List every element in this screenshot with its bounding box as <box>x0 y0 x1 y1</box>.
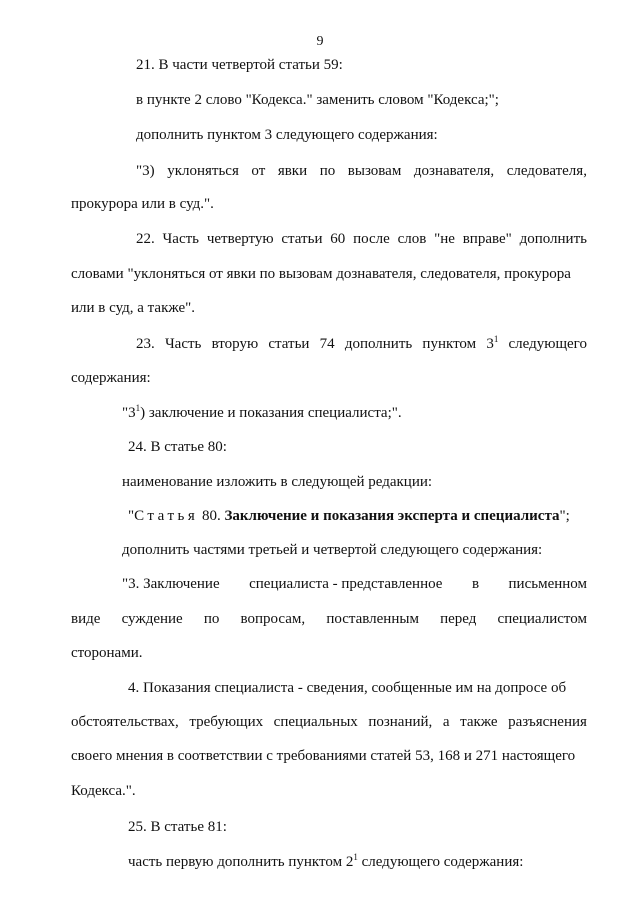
word: по <box>203 611 220 627</box>
word: статьи <box>268 336 310 352</box>
section-24-item-2: дополнить частями третьей и четвертой следующего содержания: <box>122 542 543 558</box>
part-4-line-4: Кодекса.". <box>71 783 136 799</box>
part-3-line-2 <box>71 610 587 628</box>
section-23-line-2: содержания: <box>71 370 151 386</box>
article-title-bold: Заключение и показания эксперта и специалиста <box>224 508 560 524</box>
section-25-heading: 25. В статье 81: <box>128 819 227 835</box>
section-24-item-1: наименование изложить в следующей редакции: <box>122 474 433 490</box>
word: 60 <box>330 231 346 247</box>
part-3-line-3: сторонами. <box>71 645 143 661</box>
word: суждение <box>121 611 183 627</box>
word: следующего <box>508 336 587 352</box>
word: специальных <box>273 714 358 730</box>
superscript: 1 <box>493 334 499 344</box>
word: пунктом <box>422 336 477 352</box>
superscript: 1 <box>135 403 141 413</box>
page-number: 9 <box>316 34 324 49</box>
word: дополнить <box>344 336 413 352</box>
superscript: 1 <box>353 852 358 862</box>
word: дознавателя, <box>413 163 495 179</box>
part-4-line-3: своего мнения в соответствии с требованиями статей 53, 168 и 271 настоящего <box>71 748 576 764</box>
word: 23. <box>136 336 155 352</box>
section-23-quote: "$3^1$) заключение и показания специалиста;". <box>122 403 402 421</box>
word: от <box>251 163 266 179</box>
word: "не <box>434 231 455 247</box>
point-number: $3^1$ <box>486 334 499 352</box>
word: по <box>319 163 336 179</box>
word: Часть <box>164 336 202 352</box>
section-25-item-1: часть первую дополнить пунктом $2^1$ следующего содержания: <box>128 852 524 870</box>
word: требующих <box>189 714 264 730</box>
word: вопросам, <box>240 611 306 627</box>
word: четвертую <box>206 231 274 247</box>
word: перед <box>440 611 477 627</box>
word: обстоятельствах, <box>71 714 179 730</box>
section-21-quote-line-2: прокурора или в суд.". <box>71 196 214 212</box>
section-22-line-1 <box>136 230 587 248</box>
word: статьи <box>281 231 323 247</box>
section-21-heading: 21. В части четвертой статьи 59: <box>136 57 343 73</box>
part-3-line-1 <box>122 575 587 593</box>
word: после <box>353 231 390 247</box>
word: вправе" <box>462 231 512 247</box>
word: Часть <box>162 231 200 247</box>
word: виде <box>71 611 101 627</box>
word: поставленным <box>326 611 419 627</box>
section-21-item-2: дополнить пунктом 3 следующего содержания: <box>136 127 438 143</box>
word: также <box>460 714 498 730</box>
section-24-article-title: "Статья 80. Заключение и показания эксперта и специалиста"; <box>128 508 570 524</box>
section-22-line-3: или в суд, а также". <box>71 300 196 316</box>
word: в <box>471 576 480 592</box>
word: вызовам <box>347 163 402 179</box>
section-21-quote-line-1 <box>136 162 587 180</box>
word: уклоняться <box>167 163 239 179</box>
word: разъяснения <box>508 714 587 730</box>
article-word: Статья <box>134 508 199 524</box>
part-4-line-2 <box>71 713 587 731</box>
word: явки <box>277 163 308 179</box>
word: вторую <box>211 336 259 352</box>
word: слов <box>397 231 427 247</box>
word: следователя, <box>506 163 587 179</box>
word: 74 <box>319 336 335 352</box>
word: дополнить <box>519 231 587 247</box>
word: специалистом <box>497 611 587 627</box>
word: 22. <box>136 231 155 247</box>
section-22-line-2: словами "уклоняться от явки по вызовам дознавателя, следователя, прокурора <box>71 266 571 282</box>
word: специалиста - представленное <box>249 576 443 592</box>
word: письменном <box>508 576 587 592</box>
word: "3. Заключение <box>122 576 220 592</box>
section-23-line-1 <box>136 335 587 353</box>
section-21-item-1: в пункте 2 слово "Кодекса." заменить словом "Кодекса;"; <box>136 92 499 108</box>
word: а <box>442 714 450 730</box>
part-4-line-1: 4. Показания специалиста - сведения, сообщенные им на допросе об <box>128 680 567 696</box>
word: "3) <box>136 163 155 179</box>
section-24-heading: 24. В статье 80: <box>128 439 227 455</box>
word: познаний, <box>368 714 433 730</box>
